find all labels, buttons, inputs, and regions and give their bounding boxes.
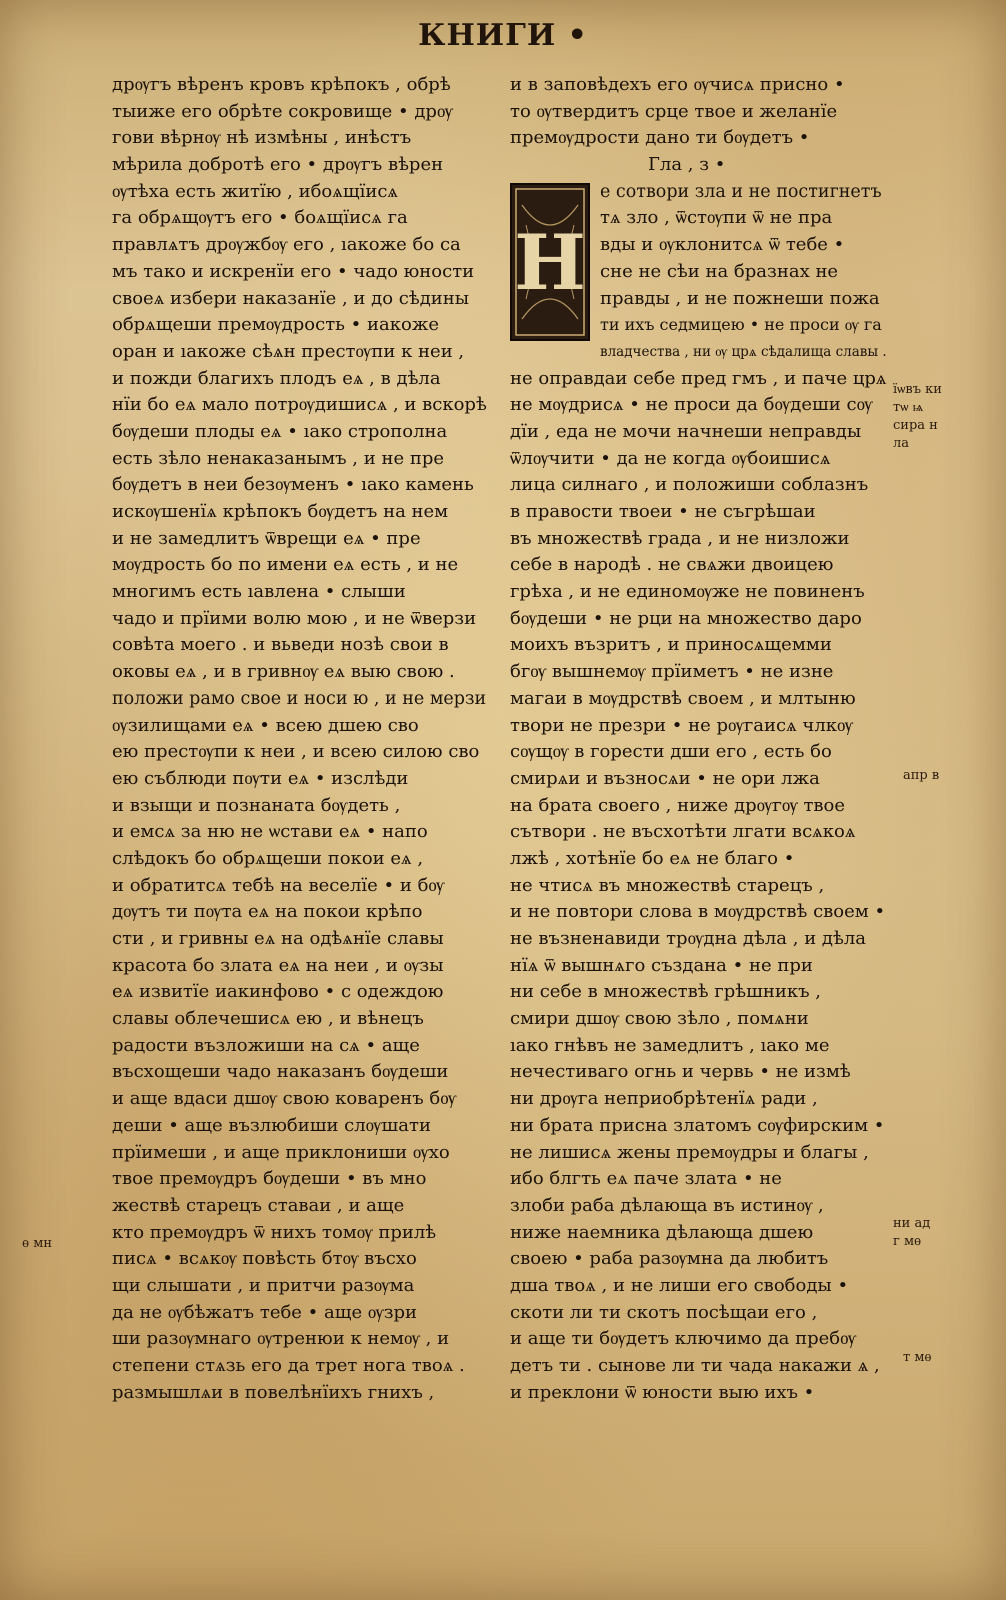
text-line: ѹтѣха есть житїю , ибоѧщїисѧ: [112, 180, 399, 202]
margin-note: апр в: [903, 768, 940, 783]
text-line: тыиже его обрѣте сокровище • дрѹ: [112, 100, 453, 122]
text-line: твори не презри • не рѹгаисѧ члкѹ: [510, 714, 853, 736]
text-line: нїи бо еѧ мало потрѹдишисѧ , и вскорѣ: [112, 394, 487, 416]
text-line: и емсѧ за ню не ѡстави еѧ • напо: [112, 821, 428, 843]
text-line: владчества , ни ѹ црѧ сѣдалища славы .: [600, 343, 887, 360]
text-line: въсхощеши чадо наказанъ бѹдеши: [112, 1061, 449, 1083]
text-line: въ множествѣ града , и не низложи: [510, 527, 850, 549]
text-line: щи слышати , и притчи разѹма: [112, 1274, 415, 1296]
text-line: нечестиваго огнь и червь • не измѣ: [510, 1061, 851, 1083]
text-line: прїимеши , и аще приклониши ѹхо: [112, 1141, 450, 1163]
drop-cap-letter: Н: [514, 217, 586, 307]
text-line: в правости твоеи • не съгрѣшаи: [510, 501, 816, 522]
text-line: мъ тако и искренїи его • чадо юности: [112, 260, 475, 282]
text-line: правды , и не пожнеши пожа: [600, 287, 880, 309]
text-line: и взыщи и познаната бѹдеть ,: [112, 794, 401, 816]
text-line: ни себе в множествѣ грѣшникъ ,: [510, 981, 821, 1003]
text-line: жествѣ старецъ ставаи , и аще: [112, 1194, 405, 1216]
right-column-body-lines: [510, 179, 888, 1407]
text-line: и не повтори слова в мѹдрствѣ своем •: [510, 901, 886, 923]
text-line: и обратитсѧ тебѣ на веселїе • и бѹ: [112, 874, 445, 896]
text-line: сѹщѹ в горести дши его , есть бо: [510, 741, 832, 763]
text-line: лица силнаго , и положиши соблазнъ: [510, 474, 869, 496]
text-line: положи рамо свое и носи ю , и не мерзи: [112, 688, 487, 709]
text-line: есть зѣло ненаказанымъ , и не пре: [112, 447, 444, 469]
text-line: степени стѧзь его да трет нога твоѧ .: [112, 1355, 465, 1376]
left-text-column: [112, 72, 492, 1406]
text-line: дїи , еда не мочи начнеши неправды: [510, 420, 862, 442]
text-line: магаи в мѹдрствѣ своем , и млтыню: [510, 687, 856, 709]
text-line: оран и ıакоже сѣѧн престѹпи к неи ,: [112, 340, 465, 362]
text-line: ни дрѹга неприобрѣтенїѧ ради ,: [510, 1088, 818, 1110]
text-line: мѹдрость бо по имени еѧ есть , и не: [112, 554, 459, 576]
text-line: тѧ зло , ѿстѹпи ѿ не пра: [600, 207, 833, 229]
text-line: деши • аще възлюбиши слѹшати: [112, 1114, 431, 1136]
running-head: КНИГИ •: [418, 18, 588, 53]
text-line: не лишисѧ жены премѹдры и благы ,: [510, 1141, 869, 1163]
margin-note: г мѳ: [893, 1234, 922, 1249]
text-line: сти , и гривны еѧ на одѣѧнїе славы: [112, 928, 444, 949]
text-line: и пожди благихъ плодъ еѧ , в дѣла: [112, 367, 441, 389]
text-line: оковы еѧ , и в гривнѹ еѧ выю свою .: [112, 661, 455, 683]
text-line: радости възложиши на сѧ • аще: [112, 1034, 420, 1056]
text-line: и не замедлитъ ѿврещи еѧ • пре: [112, 527, 421, 549]
text-line: злоби раба дѣлающа въ истинѹ ,: [510, 1194, 824, 1216]
text-line: сътвори . не въсхотѣти лгати всѧкоѧ: [510, 821, 856, 843]
margin-note: тѡ ѩ: [893, 400, 924, 415]
text-line: бѹдетъ в неи безѹменъ • ıако камень: [112, 474, 474, 496]
text-line: кто премѹдръ ѿ нихъ томѹ прилѣ: [112, 1221, 437, 1243]
text-line: ıако гнѣвъ не замедлитъ , ıако ме: [510, 1034, 830, 1056]
text-line: дѹтъ ти пѹта еѧ на покои крѣпо: [112, 901, 423, 923]
text-line: обрѧщеши премѹдрость • иакоже: [112, 314, 440, 336]
text-line: себе в народѣ . не свѧжи двоицею: [510, 554, 834, 576]
margin-note: сира н: [893, 418, 938, 433]
right-column-top-lines: [510, 72, 888, 152]
text-line: е сотвори зла и не постигнетъ: [600, 181, 882, 202]
text-line: не оправдаи себе пред гмъ , и паче црѧ: [510, 367, 887, 389]
text-line: и аще вдаси дшѹ свою коваренъ бѹ: [112, 1088, 457, 1110]
text-line: ѿлѹчити • да не когда ѹбоишисѧ: [510, 447, 831, 469]
text-line: не мѹдрисѧ • не проси да бѹдеши сѹ: [510, 394, 873, 416]
text-line: нїѧ ѿ вышнѧго създана • не при: [510, 954, 813, 976]
text-line: вды и ѹклонитсѧ ѿ тебе •: [600, 234, 845, 256]
text-line: смири дшѹ свою зѣло , помѧни: [510, 1008, 809, 1030]
text-line: сне не сѣи на бразнах не: [600, 260, 839, 282]
text-line: ниже наемника дѣлающа дшею: [510, 1221, 814, 1243]
text-line: правлѧтъ дрѹжбѹ его , ıакоже бо са: [112, 234, 461, 256]
text-line: га обрѧщѹтъ его • боѧщїисѧ га: [112, 207, 408, 229]
text-line: грѣха , и не единомѹже не повиненъ: [510, 581, 865, 603]
text-line: многимъ есть ıавлена • слыши: [112, 581, 406, 603]
text-line: смирѧи и възносѧи • не ори лжа: [510, 767, 820, 789]
text-line: ти ихъ седмицею • не проси ѹ га: [600, 315, 882, 335]
text-line: слѣдокъ бо обрѧщеши покои еѧ ,: [112, 847, 424, 869]
margin-note: їѡвъ ки: [893, 382, 942, 397]
text-line: да не ѹбѣжатъ тебе • аще ѹзри: [112, 1301, 418, 1323]
text-line: лжѣ , хотѣнїе бо еѧ не благо •: [510, 847, 795, 869]
text-line: мѣрила добротѣ его • дрѹгъ вѣрен: [112, 154, 444, 176]
ornamental-drop-cap-icon: [510, 183, 590, 341]
text-line: ни брата присна златомъ сѹфирским •: [510, 1114, 885, 1136]
text-line: ѹзилищами еѧ • всею дшею сво: [112, 714, 419, 736]
text-line: славы облечешисѧ ею , и вѣнецъ: [112, 1008, 424, 1030]
margin-note: ни ад: [893, 1216, 931, 1231]
text-line: и преклони ѿ юности выю ихъ •: [510, 1381, 815, 1403]
text-line: искѹшенїѧ крѣпокъ бѹдетъ на нем: [112, 501, 449, 522]
text-line: писѧ • всѧкѹ повѣсть бтѹ въсхо: [112, 1248, 417, 1270]
text-line: на брата своего , ниже дрѹгѹ твое: [510, 794, 846, 816]
text-line: и аще ти бѹдетъ ключимо да пребѹ: [510, 1328, 856, 1350]
text-line: твое премѹдръ бѹдеши • въ мно: [112, 1168, 427, 1190]
text-line: ею съблюди пѹти еѧ • изслѣди: [112, 767, 409, 789]
margin-note: ла: [893, 436, 910, 451]
text-line: скоти ли ти скотъ посѣщаи его ,: [510, 1301, 818, 1323]
text-line: дрѹгъ вѣренъ кровъ крѣпокъ , обрѣ: [112, 74, 451, 95]
text-line: совѣта моего . и вьведи нозѣ свои в: [112, 634, 449, 656]
text-line: дша твоѧ , и не лиши его свободы •: [510, 1274, 849, 1296]
text-line: ею престѹпи к неи , и всею силою сво: [112, 741, 480, 763]
text-line: моихъ възритъ , и приносѧщемми: [510, 634, 832, 656]
text-line: премѹдрости дано ти бѹдетъ •: [510, 127, 810, 149]
text-line: бгѹ вышнемѹ прїиметъ • не изне: [510, 661, 834, 683]
text-line: своеѧ избери наказанїе , и до сѣдины: [112, 287, 470, 309]
text-line: гови вѣрнѹ нѣ измѣны , инѣстъ: [112, 127, 412, 149]
text-line: то ѹтвердитъ срце твое и желанїе: [510, 100, 838, 122]
text-line: чадо и прїими волю мою , и не ѿверзи: [112, 607, 477, 629]
text-line: красота бо злата еѧ на неи , и ѹзы: [112, 954, 444, 976]
text-line: ибо блгть еѧ паче злата • не: [510, 1168, 782, 1190]
margin-note: ѳ мн: [22, 1236, 53, 1251]
text-line: размышлѧи в повелѣнїихъ гнихъ ,: [112, 1381, 435, 1403]
text-line: и в заповѣдехъ его ѹчисѧ присно •: [510, 74, 845, 95]
text-line: не чтисѧ въ множествѣ старецъ ,: [510, 874, 825, 896]
text-line: бѹдеши • не рци на множество даро: [510, 607, 862, 629]
text-line: детъ ти . сынове ли ти чада накажи ѧ ,: [510, 1355, 880, 1376]
margin-note: т мѳ: [903, 1350, 932, 1365]
right-text-column: [510, 72, 888, 1406]
text-line: еѧ извитїе иакинфово • с одеждою: [112, 981, 444, 1003]
text-line: бѹдеши плоды еѧ • ıако строполна: [112, 420, 448, 442]
chapter-heading: Гла , з •: [648, 154, 726, 176]
text-line: не възненавиди трѹдна дѣла , и дѣла: [510, 928, 867, 949]
text-line: ши разѹмнаго ѹтренюи к немѹ , и: [112, 1328, 450, 1350]
text-line: своею • раба разѹмна да любитъ: [510, 1248, 829, 1270]
